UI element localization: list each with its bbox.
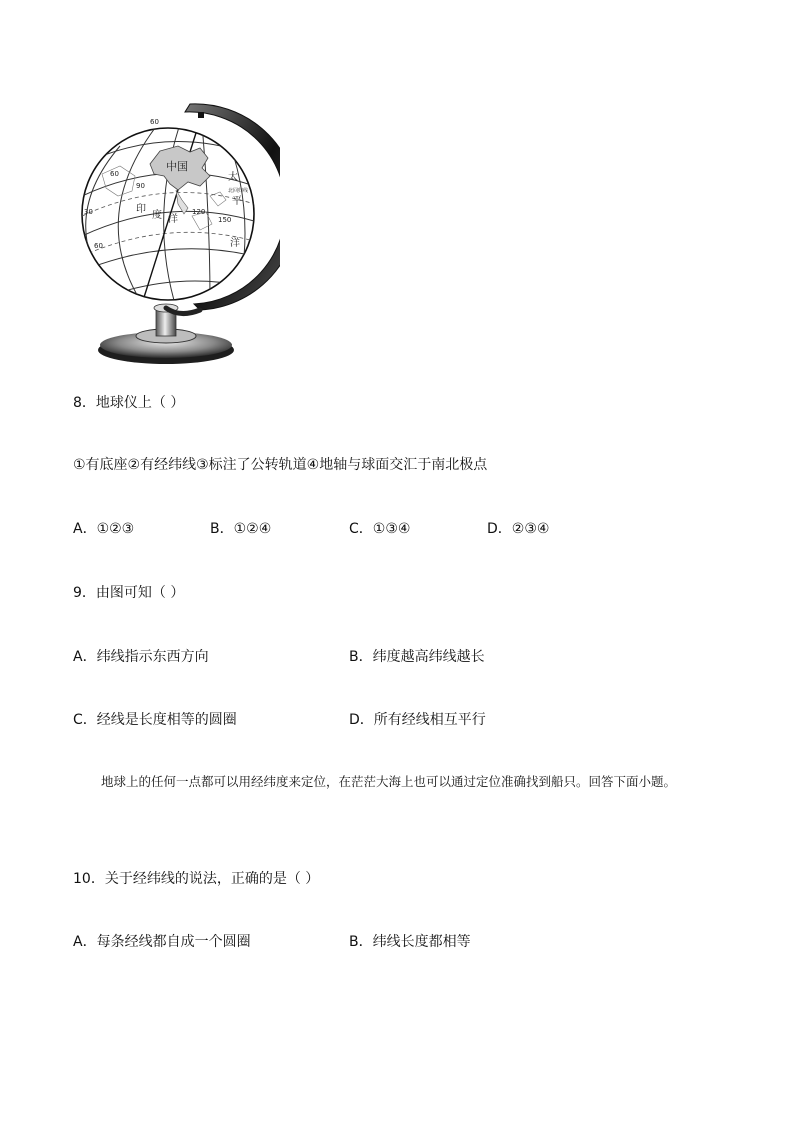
label-yang-pacific: 洋 bbox=[230, 238, 240, 249]
label-lat-60: 60 bbox=[94, 242, 103, 250]
q10-option-a[interactable]: A．每条经线都自成一个圆圈 bbox=[73, 934, 251, 950]
q9-option-c[interactable]: C．经线是长度相等的圆圈 bbox=[73, 712, 237, 728]
label-lat-30: 30 bbox=[84, 208, 93, 216]
label-tai: 太 bbox=[228, 172, 238, 183]
q8-option-b[interactable]: B．①②④ bbox=[210, 521, 272, 537]
q8-stem: 8．地球仪上（ ） bbox=[73, 395, 185, 411]
q10-stem: 10．关于经纬线的说法，正确的是（ ） bbox=[73, 871, 320, 887]
q8-statements: ①有底座②有经纬线③标注了公转轨道④地轴与球面交汇于南北极点 bbox=[73, 457, 488, 473]
globe-illustration bbox=[80, 96, 280, 368]
label-ping: 平 bbox=[232, 196, 242, 207]
label-lon-90: 90 bbox=[136, 182, 145, 190]
label-lat-60b: 60 bbox=[150, 118, 159, 126]
label-yang-indian: 洋 bbox=[168, 214, 178, 225]
reading-passage: 地球上的任何一点都可以用经纬度来定位，在茫茫大海上也可以通过定位准确找到船只。回答下面小题。 bbox=[101, 774, 677, 789]
label-yin: 印 bbox=[136, 204, 146, 215]
label-lon-60: 60 bbox=[110, 170, 119, 178]
label-china: 中国 bbox=[166, 160, 188, 173]
label-lon-120: 120 bbox=[192, 208, 206, 216]
q8-option-a[interactable]: A．①②③ bbox=[73, 521, 135, 537]
label-lon-150: 150 bbox=[218, 216, 232, 224]
q8-option-c[interactable]: C．①③④ bbox=[349, 521, 411, 537]
q9-option-a[interactable]: A．纬线指示东西方向 bbox=[73, 649, 209, 665]
label-du: 度 bbox=[152, 210, 162, 221]
q9-stem: 9．由图可知（ ） bbox=[73, 585, 185, 601]
q9-option-d[interactable]: D．所有经线相互平行 bbox=[349, 712, 486, 728]
label-tropic: 北回归线 bbox=[228, 188, 249, 194]
q8-option-d[interactable]: D．②③④ bbox=[487, 521, 550, 537]
globe-figure bbox=[80, 96, 280, 368]
q9-option-b[interactable]: B．纬度越高纬线越长 bbox=[349, 649, 485, 665]
q10-option-b[interactable]: B．纬线长度都相等 bbox=[349, 934, 471, 950]
